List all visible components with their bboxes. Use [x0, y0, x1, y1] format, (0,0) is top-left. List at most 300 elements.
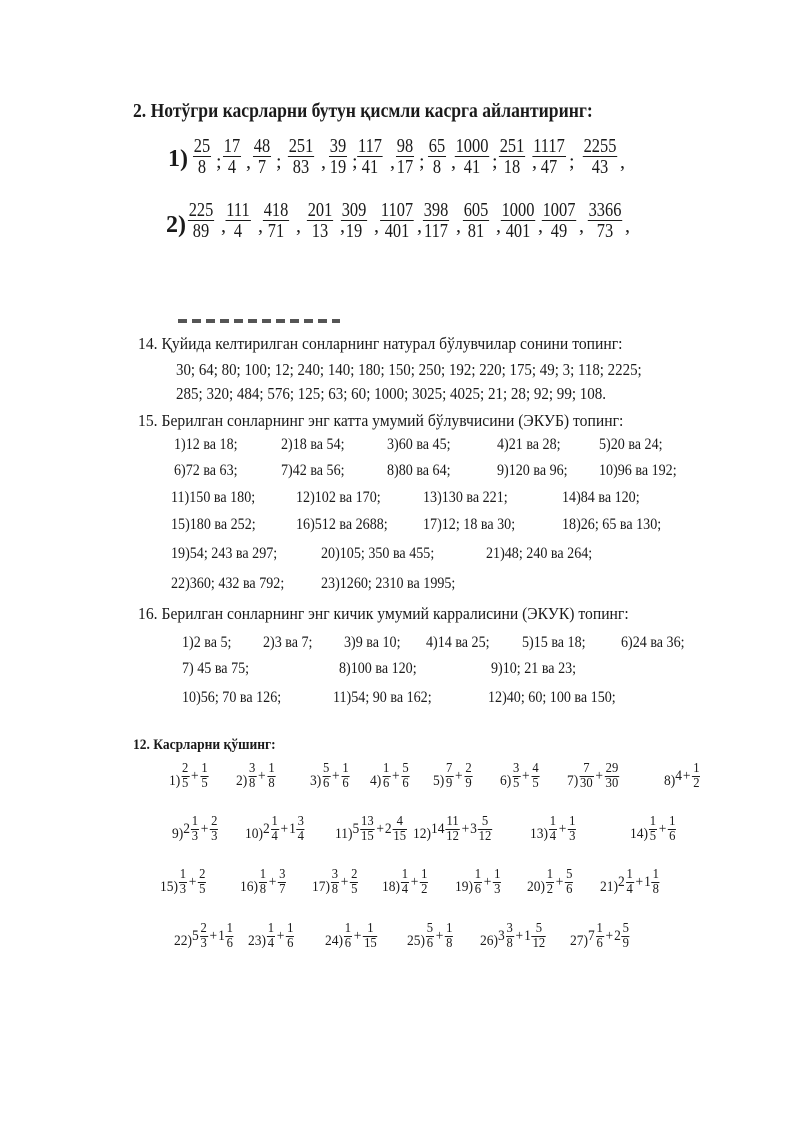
fraction	[267, 922, 275, 951]
addition-problem	[240, 868, 287, 897]
addition-problem	[169, 762, 209, 791]
separator: ,	[340, 215, 345, 237]
denominator: 2	[546, 882, 554, 897]
numerator: 1	[652, 867, 659, 882]
denominator: 401	[384, 220, 410, 242]
fraction	[223, 136, 241, 177]
task2-row2-label: 2)	[166, 212, 186, 238]
denominator: 5	[199, 882, 206, 897]
task2-row1-label: 1)	[168, 146, 188, 172]
denominator: 9	[446, 776, 453, 791]
addition-problem	[382, 868, 429, 897]
task16-title: 16. Берилган сонларнинг энг кичик умумий карралисини (ЭКУК) топинг:	[138, 604, 629, 623]
fraction	[344, 922, 352, 951]
denominator: 7	[279, 882, 286, 897]
fraction	[191, 815, 199, 844]
fraction	[445, 762, 453, 791]
fraction	[263, 200, 289, 241]
addition-problem	[413, 815, 493, 844]
task14-line1: 30; 64; 80; 100; 12; 240; 140; 180; 150; 250; 192; 220; 175; 49; 3; 118; 2225;	[176, 360, 642, 379]
separator: ,	[390, 151, 395, 173]
numerator: 3	[331, 867, 339, 882]
plus-sign: +	[188, 874, 197, 890]
whole-part: 2	[614, 928, 621, 944]
whole-part: 2	[183, 821, 190, 837]
plus-sign: +	[276, 928, 285, 944]
numerator: 2255	[583, 135, 617, 157]
fraction	[181, 762, 189, 791]
plus-sign: +	[280, 821, 289, 837]
task16-item: 12)40; 60; 100 ва 150;	[488, 689, 616, 706]
fraction	[478, 815, 492, 844]
plus-sign: +	[340, 874, 349, 890]
numerator: 48	[253, 135, 271, 157]
denominator: 41	[463, 156, 481, 178]
numerator: 2	[211, 814, 218, 829]
task16-item: 6)24 ва 36;	[621, 634, 685, 651]
denominator: 8	[506, 936, 513, 951]
numerator: 98	[396, 135, 414, 157]
denominator: 3	[569, 829, 576, 844]
fraction	[307, 200, 333, 241]
denominator: 8	[652, 882, 659, 897]
task16-item: 11)54; 90 ва 162;	[333, 689, 432, 706]
denominator: 5	[532, 776, 539, 791]
addition-problem	[335, 815, 408, 844]
addition-problem	[630, 815, 677, 844]
addition-problem	[236, 762, 276, 791]
fraction	[286, 922, 294, 951]
whole-part: 1	[524, 928, 531, 944]
denominator: 18	[503, 156, 521, 178]
addition-problem	[530, 815, 577, 844]
fraction	[278, 868, 286, 897]
numerator: 251	[288, 135, 314, 157]
problem-number: 1)	[169, 773, 181, 789]
whole-part: 1	[218, 928, 225, 944]
task15-item: 9)120 ва 96;	[497, 462, 568, 479]
separator: ;	[216, 151, 222, 173]
fraction	[357, 136, 383, 177]
denominator: 6	[669, 829, 676, 844]
denominator: 3	[179, 882, 187, 897]
addition-problem	[325, 922, 379, 951]
plus-sign: +	[658, 821, 667, 837]
numerator: 1	[271, 814, 278, 829]
plus-sign: +	[209, 928, 218, 944]
problem-number: 3)	[310, 773, 322, 789]
denominator: 9	[622, 936, 629, 951]
numerator: 1	[693, 761, 700, 776]
denominator: 15	[361, 829, 374, 844]
task15-item: 18)26; 65 ва 130;	[562, 516, 662, 533]
problem-number: 13)	[530, 826, 548, 842]
denominator: 73	[596, 220, 614, 242]
numerator: 1	[401, 867, 409, 882]
numerator: 1	[287, 921, 294, 936]
separator: ,	[221, 215, 226, 237]
problem-number: 8)	[664, 773, 676, 789]
fraction	[225, 200, 250, 241]
problem-number: 6)	[500, 773, 512, 789]
task15-item: 20)105; 350 ва 455;	[321, 545, 435, 562]
problem-number: 27)	[570, 933, 588, 949]
numerator: 1007	[542, 199, 576, 221]
numerator: 5	[478, 815, 492, 830]
denominator: 6	[566, 882, 573, 897]
task15-item: 21)48; 240 ва 264;	[486, 545, 593, 562]
task16-item: 10)56; 70 ва 126;	[182, 689, 282, 706]
problem-number: 12)	[413, 826, 431, 842]
denominator: 8	[197, 156, 207, 178]
fraction	[463, 200, 489, 241]
fraction	[668, 815, 676, 844]
separator: ;	[569, 151, 575, 173]
numerator: 3	[506, 921, 513, 936]
denominator: 8	[331, 882, 339, 897]
fraction	[542, 200, 576, 241]
plus-sign: +	[191, 768, 199, 784]
numerator: 7	[446, 761, 453, 776]
numerator: 5	[532, 922, 546, 937]
whole-part: 1	[289, 821, 296, 837]
problem-number: 26)	[480, 933, 498, 949]
denominator: 6	[226, 936, 233, 951]
numerator: 3	[297, 814, 304, 829]
task15-item: 11)150 ва 180;	[171, 489, 256, 506]
fraction	[605, 762, 619, 791]
denominator: 43	[591, 156, 609, 178]
denominator: 401	[505, 220, 531, 242]
denominator: 4	[233, 220, 243, 242]
numerator: 1	[596, 921, 603, 936]
fraction	[179, 868, 187, 897]
fraction	[445, 815, 459, 844]
numerator: 1	[649, 814, 657, 829]
problem-number: 5)	[433, 773, 445, 789]
numerator: 4	[532, 761, 539, 776]
numerator: 1	[226, 921, 233, 936]
whole-part: 2	[618, 874, 625, 890]
numerator: 3366	[588, 199, 622, 221]
denominator: 4	[401, 882, 409, 897]
problem-number: 22)	[174, 933, 192, 949]
numerator: 1	[494, 867, 501, 882]
denominator: 3	[494, 882, 501, 897]
addition-problem	[480, 922, 547, 951]
denominator: 6	[402, 776, 409, 791]
task15-item: 6)72 ва 63;	[174, 462, 238, 479]
task15-item: 12)102 ва 170;	[296, 489, 381, 506]
whole-part: 1	[644, 874, 651, 890]
fraction	[568, 815, 576, 844]
problem-number: 9)	[172, 826, 184, 842]
numerator: 1	[569, 814, 576, 829]
separator: ,	[579, 215, 584, 237]
whole-part: 2	[263, 821, 270, 837]
separator: ;	[419, 151, 425, 173]
denominator: 15	[393, 829, 407, 844]
fraction	[652, 868, 660, 897]
plus-sign: +	[515, 928, 524, 944]
fraction	[455, 136, 489, 177]
denominator: 8	[446, 936, 453, 951]
numerator: 1	[626, 867, 633, 882]
separator: ;	[492, 151, 498, 173]
fraction	[322, 762, 330, 791]
fraction	[474, 868, 482, 897]
fraction	[626, 868, 634, 897]
numerator: 29	[605, 761, 619, 776]
addition-problem	[500, 762, 540, 791]
numerator: 2	[182, 761, 189, 776]
task15-item: 7)42 ва 56;	[281, 462, 345, 479]
numerator: 1	[383, 761, 390, 776]
denominator: 8	[259, 882, 267, 897]
denominator: 117	[423, 220, 448, 242]
task15-item: 19)54; 243 ва 297;	[171, 545, 278, 562]
separator: ;	[352, 151, 358, 173]
denominator: 5	[182, 776, 189, 791]
plus-sign: +	[200, 821, 209, 837]
numerator: 1	[342, 761, 349, 776]
denominator: 41	[361, 156, 379, 178]
numerator: 3	[279, 867, 286, 882]
fraction	[549, 815, 557, 844]
addition-problem	[245, 815, 306, 844]
fraction	[253, 136, 271, 177]
separator: ,	[321, 151, 326, 173]
task15-item: 23)1260; 2310 ва 1995;	[321, 575, 456, 592]
numerator: 117	[358, 135, 382, 157]
fraction	[692, 762, 700, 791]
numerator: 111	[226, 199, 250, 221]
numerator: 5	[323, 761, 330, 776]
plus-sign: +	[555, 874, 564, 890]
denominator: 15	[364, 936, 377, 951]
addition-problem	[664, 762, 701, 791]
denominator: 6	[426, 936, 434, 951]
numerator: 5	[426, 921, 434, 936]
separator: ,	[417, 215, 422, 237]
fraction	[329, 136, 347, 177]
separator: ;	[276, 151, 282, 173]
whole-part: 3	[498, 928, 505, 944]
plus-sign: +	[605, 928, 614, 944]
denominator: 12	[478, 829, 492, 844]
denominator: 6	[474, 882, 482, 897]
numerator: 1000	[501, 199, 535, 221]
addition-problem	[527, 868, 574, 897]
denominator: 4	[297, 829, 304, 844]
numerator: 1	[474, 867, 482, 882]
numerator: 3	[249, 761, 256, 776]
numerator: 2	[199, 867, 206, 882]
plus-sign: +	[522, 768, 530, 784]
denominator: 3	[191, 829, 199, 844]
numerator: 1117	[533, 135, 565, 157]
separator: ,	[456, 215, 461, 237]
fraction	[341, 200, 367, 241]
denominator: 6	[383, 776, 390, 791]
problem-number: 15)	[160, 879, 178, 895]
fraction	[363, 922, 377, 951]
numerator: 1	[546, 867, 554, 882]
denominator: 8	[432, 156, 442, 178]
denominator: 7	[257, 156, 267, 178]
fraction	[193, 136, 211, 177]
fraction	[288, 136, 314, 177]
plus-sign: +	[461, 821, 470, 837]
numerator: 1	[344, 921, 352, 936]
denominator: 81	[467, 220, 485, 242]
denominator: 17	[396, 156, 414, 178]
fraction	[501, 200, 535, 241]
task2-title: 2. Нотўгри касрларни бутун қисмли касрга айлантиринг:	[133, 100, 593, 122]
fraction	[532, 136, 565, 177]
separator: ,	[296, 215, 301, 237]
numerator: 1	[268, 761, 275, 776]
fraction	[226, 922, 234, 951]
fraction	[297, 815, 305, 844]
task16-item: 7) 45 ва 75;	[182, 660, 250, 677]
problem-number: 21)	[600, 879, 618, 895]
denominator: 4	[626, 882, 633, 897]
numerator: 1	[363, 922, 377, 937]
numerator: 5	[622, 921, 629, 936]
fraction	[341, 762, 349, 791]
numerator: 1	[446, 921, 453, 936]
task15-item: 22)360; 432 ва 792;	[171, 575, 285, 592]
numerator: 605	[463, 199, 489, 221]
task16-item: 4)14 ва 25;	[426, 634, 490, 651]
fraction	[420, 868, 428, 897]
numerator: 5	[402, 761, 409, 776]
numerator: 1	[669, 814, 676, 829]
task15-item: 10)96 ва 192;	[599, 462, 677, 479]
fraction	[248, 762, 256, 791]
plus-sign: +	[595, 768, 603, 784]
addition-problem	[600, 868, 661, 897]
addition-problem	[570, 922, 631, 951]
whole-part: 4	[675, 768, 682, 784]
addition-problem	[160, 868, 207, 897]
task12-title: 12. Касрларни қўшинг:	[133, 737, 276, 753]
addition-problem	[455, 868, 502, 897]
separator: ,	[246, 151, 251, 173]
fraction	[271, 815, 279, 844]
separator: ,	[258, 215, 263, 237]
fraction	[493, 868, 501, 897]
task15-item: 5)20 ва 24;	[599, 436, 663, 453]
problem-number: 23)	[248, 933, 266, 949]
fraction	[393, 815, 407, 844]
denominator: 3	[211, 829, 218, 844]
fraction	[499, 136, 525, 177]
denominator: 2	[421, 882, 428, 897]
task15-item: 15)180 ва 252;	[171, 516, 256, 533]
denominator: 3	[200, 936, 207, 951]
task15-item: 17)12; 18 ва 30;	[423, 516, 516, 533]
denominator: 49	[550, 220, 568, 242]
fraction	[401, 868, 409, 897]
denominator: 19	[345, 220, 363, 242]
fraction	[622, 922, 630, 951]
whole-part: 2	[384, 821, 392, 837]
plus-sign: +	[682, 768, 691, 784]
plus-sign: +	[483, 874, 492, 890]
plus-sign: +	[410, 874, 419, 890]
denominator: 47	[540, 156, 558, 178]
fraction	[396, 136, 414, 177]
separator: ,	[496, 215, 501, 237]
fraction	[649, 815, 657, 844]
plus-sign: +	[332, 768, 340, 784]
whole-part: 14	[431, 821, 445, 837]
plus-sign: +	[635, 874, 644, 890]
denominator: 5	[649, 829, 657, 844]
fraction	[331, 868, 339, 897]
task16-item: 3)9 ва 10;	[344, 634, 401, 651]
fraction	[532, 922, 546, 951]
numerator: 309	[341, 199, 367, 221]
numerator: 3	[513, 761, 520, 776]
task15-item: 4)21 ва 28;	[497, 436, 561, 453]
numerator: 1	[549, 814, 557, 829]
addition-problem	[370, 762, 410, 791]
fraction	[267, 762, 275, 791]
numerator: 398	[423, 199, 449, 221]
denominator: 4	[267, 936, 275, 951]
fraction	[198, 868, 206, 897]
addition-problem	[174, 922, 235, 951]
numerator: 1	[201, 761, 208, 776]
task16-item: 2)3 ва 7;	[263, 634, 313, 651]
numerator: 1000	[455, 135, 489, 157]
task16-item: 8)100 ва 120;	[339, 660, 417, 677]
separator: ,	[625, 215, 630, 237]
problem-number: 24)	[325, 933, 343, 949]
denominator: 6	[342, 776, 349, 791]
fraction	[426, 922, 434, 951]
numerator: 1	[267, 921, 275, 936]
denominator: 89	[192, 220, 210, 242]
task16-item: 1)2 ва 5;	[182, 634, 232, 651]
fraction	[210, 815, 218, 844]
plus-sign: +	[455, 768, 463, 784]
numerator: 418	[263, 199, 289, 221]
task15-item: 13)130 ва 221;	[423, 489, 508, 506]
denominator: 8	[268, 776, 275, 791]
numerator: 7	[579, 762, 593, 777]
numerator: 1107	[380, 199, 414, 221]
cropped-text-remnant	[178, 319, 340, 323]
denominator: 6	[596, 936, 603, 951]
task15-item: 2)18 ва 54;	[281, 436, 345, 453]
plus-sign: +	[558, 821, 567, 837]
numerator: 1	[191, 814, 199, 829]
numerator: 5	[566, 867, 573, 882]
task15-title: 15. Берилган сонларнинг энг катта умумий бўлувчисини (ЭКУБ) топинг:	[138, 411, 624, 430]
fraction	[350, 868, 358, 897]
separator: ,	[532, 151, 537, 173]
fraction	[565, 868, 573, 897]
denominator: 4	[271, 829, 278, 844]
plus-sign: +	[392, 768, 400, 784]
task15-item: 3)60 ва 45;	[387, 436, 451, 453]
fraction	[259, 868, 267, 897]
plus-sign: +	[268, 874, 277, 890]
